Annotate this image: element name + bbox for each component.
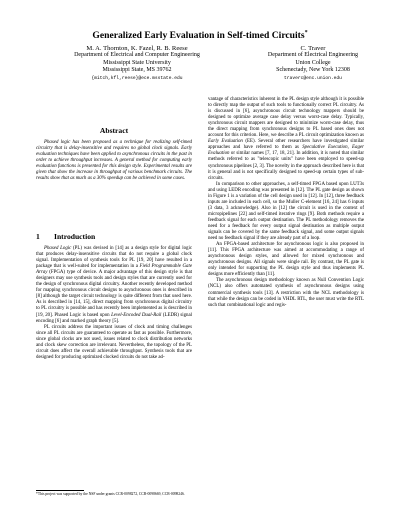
author-names: C. Traver — [300, 45, 326, 52]
body-text: The asynchronous design methodology known as Null Convention Logic (NCL) also offers automated synthesis of asynchronous designs using commercial synthesis tools [13]. A restriction with the NCL methodology is that while the design can be coded in VHDL RTL, the user must write the RTL such that combinational logic and regis- — [208, 278, 364, 308]
intro-column-left — [36, 246, 192, 361]
author-email: {mitch,kfl,reese}@ece.msstate.edu — [91, 75, 183, 81]
emphasized-term: Level-Encoded Dual-Rail — [111, 312, 162, 318]
author-block-2 — [258, 45, 368, 82]
body-paragraph — [208, 97, 364, 182]
emphasized-term: Phased Logic — [44, 246, 72, 251]
abstract-body — [36, 140, 192, 182]
author-institution: Mississippi State University — [103, 59, 171, 66]
author-block-1 — [52, 45, 222, 82]
author-institution: Union College — [295, 59, 331, 66]
section-title: Introduction — [54, 232, 96, 241]
body-paragraph — [208, 242, 364, 278]
paper-title — [0, 28, 400, 41]
abstract-text: Phased logic has been proposed as a technique for realizing self-timed circuitry that is delay-insensitive and requires no global clock signals. Early evaluation techniques have been applied to asynchronous circuits in the past in order to achieve throughput increases. A general method for computing early evaluation functions is presented for this design style. Experimental results are given that show the increase in throughput of various benchmark circuits. The results show that as much as a 30% speedup can be achieved in some cases. — [36, 140, 192, 182]
author-address: Mississippi State, MS 39762 — [102, 67, 172, 74]
author-address: Schenectady, New York 12308 — [276, 67, 350, 74]
author-dept: Department of Electrical and Computer Engineering — [74, 52, 200, 59]
emphasized-term: Field Programmable Gate Array — [36, 264, 192, 276]
abstract-heading: Abstract — [99, 126, 129, 135]
author-dept: Department of Electrical Engineering — [267, 52, 359, 59]
body-paragraph — [36, 325, 192, 361]
author-names: M. A. Thornton, K. Fazel, R. B. Reese — [86, 45, 188, 52]
footnote: *This project was supported by the NSF under grants CCR-0098272, CCR-0098669, CCR-0098246. — [36, 492, 185, 496]
body-text: PL circuits address the important issues of clock and timing challenges since all PL circuits are guaranteed to operate as fast as possible. Furthermore, since global clocks are not used, issues related to clock distribution networks and clock skew correction are irrelevant. Nevertheless, the topology of the PL circuit does affect the overall achievable throughput. Synthesis tools that are designed for producing optimized clocked circuits do not take ad- — [36, 324, 192, 360]
section-heading — [36, 232, 95, 241]
author-email: traverc@enc.union.edu — [284, 75, 342, 81]
title-footnote-mark: * — [304, 30, 308, 36]
emphasized-term: Speculative Execution, Eager Evaluation — [208, 145, 364, 157]
body-text: (LEDR) signal encoding [6] and marked graph theory [5]. — [36, 312, 193, 324]
intro-column-right — [208, 97, 364, 309]
body-text: In comparison to other approaches, a self-timed FPGA based upon LUT3s and using LEDR encoding was presented in [12]. The PL gate design as shown in Figure 1 is a variation of the cell design used in [12]. In [12], three feedback inputs are included in each cell, so the Muller C-element [16, 24] has 6 inputs (3 data, 3 acknowledge). Also in [12] the circuit is used in the context of micropipelines [22] and self-timed iterative rings [9]. Both methods require a feedback signal for each output destination. The PL methodology removes the need for a feedback for every output signal destination as multiple output signals can be covered by the same feedback signal, and some output signals need no feedback signal if they are already part of a loop. — [208, 181, 364, 242]
body-paragraph — [36, 246, 192, 325]
paper-title-text: Generalized Early Evaluation in Self-timed Circuits — [92, 30, 305, 42]
footnote-rule — [36, 490, 84, 491]
body-text: vantage of characteristics inherent in the PL design style although it is possible to directly map the output of such tools to functionally correct PL circuitry. As is discussed in [6], asynchronous circuit technology mappers should be designed to optimize average case delay versus worst-case delay. Typically, synchronous circuit mappers are designed to minimize worst-case delay, thus the direct mapping from synchronous designs to PL based ones does not account for this criterion. Here, we describe a PL circuit optimization known as — [208, 97, 364, 139]
body-paragraph — [208, 182, 364, 242]
emphasized-term: Early Evaluation — [208, 139, 243, 145]
body-text: (PL) was devised in [14] as a design style for digital logic that produces delay-insensitive circuits that do not require a global clock signal. Implementation of synthesis tools for PL [19, 20] have resulted in a package that is well-suited for implementation in a — [36, 246, 192, 270]
body-text: or similar names [7, 17, 18, 21]. In addition, it is noted that similar methods referred to as "telescopic units" have been employed to speed-up synchronous pipelines [2, 3]. The novelty in the approach described here is that it is general and is not specifically designed to speed-up certain types of sub-circuits. — [208, 151, 364, 181]
body-text: (FPGA) type of device. A major advantage of this design style is that designers may use synthesis tools and design styles that are currently used for the design of synchronous digital circuitry. Another recently developed method for mapping synchronous circuit designs to asynchronous ones is described in [8] although the target circuit technology is quite different from that used here. As is described in [14, 15], direct mapping from synchronous digital circuitry to PL circuitry is possible and has recently been implemented as is described in [19, 20]. Phased Logic is based upon — [36, 270, 192, 318]
body-text: An FPGA-based architecture for asynchronous logic is also proposed in [11]. This FPGA architecture was aimed at accommodating a range of asynchronous design styles, and allowed for mixed synchronous and asynchronous designs. All signals were single rail. By contrast, the PL gate is only intended for supporting the PL design style and thus implements PL designs more efficiently than [11]. — [208, 242, 364, 278]
section-number: 1 — [36, 232, 40, 241]
body-paragraph — [208, 278, 364, 308]
body-text: (EE). Several other researchers have investigated similar approaches and have referred to them as — [208, 139, 364, 151]
